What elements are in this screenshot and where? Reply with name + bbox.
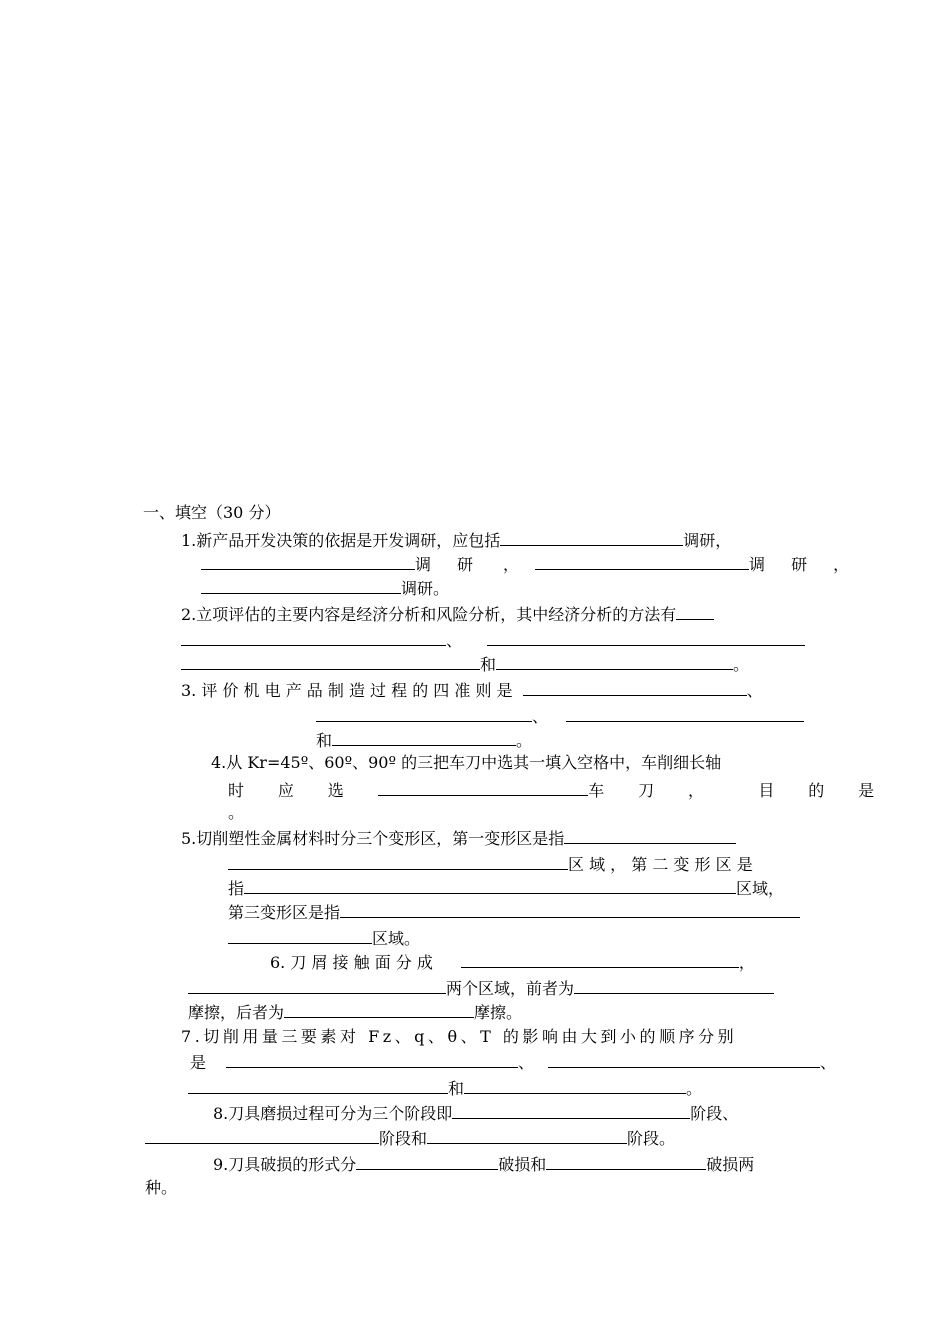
q1-blank-2[interactable] <box>201 552 415 570</box>
section-title: 一、填空（30 分） <box>143 503 281 522</box>
q7-blank-2[interactable] <box>548 1050 820 1068</box>
q2-text: 2.立项评估的主要内容是经济分析和风险分析，其中经济分析的方法有 <box>181 605 677 624</box>
q1-end: 调研。 <box>401 579 450 598</box>
q3-line3 <box>316 728 532 752</box>
q5-blank-1a[interactable] <box>564 826 736 844</box>
q6-text: 6. 刀 屑 接 触 面 分 成 <box>270 953 433 972</box>
q6-line2 <box>188 976 774 1000</box>
q9-line2: 种。 <box>145 1178 178 1197</box>
q8-line2-mid: 阶段和 <box>379 1129 428 1148</box>
q2-end: 。 <box>733 655 750 674</box>
q7-line3 <box>188 1076 702 1100</box>
q1-suffix: 调研， <box>683 531 732 550</box>
q5-line3-prefix: 指 <box>228 879 245 898</box>
q6-blank-3[interactable] <box>284 1000 474 1018</box>
q6-line3-end: 摩擦。 <box>474 1003 523 1022</box>
q5-text: 5.切削塑性金属材料时分三个变形区，第一变形区是指 <box>181 829 565 848</box>
q7-blank-4[interactable] <box>464 1076 686 1094</box>
q5-blank-1b[interactable] <box>228 852 568 870</box>
q4-mid: 车 刀 ， <box>588 781 719 800</box>
q4-blank-1[interactable] <box>378 778 588 796</box>
q2-he: 和 <box>480 655 497 674</box>
q8-line1-end: 阶段、 <box>690 1104 739 1123</box>
q5-line5-end: 区域。 <box>372 929 421 948</box>
q7-prefix: 是 <box>190 1053 207 1072</box>
q1-comma: ， <box>503 555 520 574</box>
q8-line1 <box>213 1101 738 1125</box>
q2-line2 <box>181 628 805 652</box>
q6-blank-1a[interactable] <box>461 950 739 968</box>
q5-line4 <box>228 900 800 924</box>
q9-mid: 破损和 <box>498 1155 547 1174</box>
q3-text: 3. 评 价 机 电 产 品 制 造 过 程 的 四 准 则 是 <box>181 681 513 700</box>
q4-line3: 。 <box>228 803 245 822</box>
q1-comma-2: ， <box>833 555 850 574</box>
q2-line3 <box>181 652 749 676</box>
q3-dun-2: 、 <box>532 707 549 726</box>
q6-blank-2[interactable] <box>574 976 774 994</box>
q2-dun: 、 <box>446 631 463 650</box>
q4-prefix: 时 应 选 <box>228 781 359 800</box>
q5-line2 <box>228 852 753 876</box>
q2-blank-1b[interactable] <box>181 628 446 646</box>
q1-blank-3[interactable] <box>535 552 749 570</box>
q9-blank-2[interactable] <box>546 1152 706 1170</box>
q1-blank-1[interactable] <box>500 528 683 546</box>
q6-line3 <box>188 1000 522 1024</box>
q6-line3-prefix: 摩擦，后者为 <box>188 1003 285 1022</box>
q8-blank-1[interactable] <box>452 1101 690 1119</box>
q3-line2 <box>316 704 804 728</box>
q1-text: 1.新产品开发决策的依据是开发调研，应包括 <box>181 531 501 550</box>
q7-he: 和 <box>448 1079 465 1098</box>
q5-line2-end: 区 域 ， 第 二 变 形 区 是 <box>568 855 753 874</box>
q3-line1 <box>181 678 763 702</box>
q5-line4-prefix: 第三变形区是指 <box>228 903 341 922</box>
q5-blank-3a[interactable] <box>340 900 800 918</box>
q9-end: 破损两 <box>706 1155 755 1174</box>
q2-blank-2[interactable] <box>487 628 805 646</box>
q1-diao: 调 <box>415 555 432 574</box>
q8-blank-3[interactable] <box>427 1126 627 1144</box>
q2-blank-1a[interactable] <box>676 602 714 620</box>
q9-blank-1[interactable] <box>356 1152 498 1170</box>
q5-line3-end: 区域， <box>736 879 785 898</box>
q8-line2 <box>145 1126 675 1150</box>
q3-blank-4[interactable] <box>332 728 516 746</box>
q6-line2-mid: 两个区域，前者为 <box>446 979 575 998</box>
q7-dun-2: 、 <box>820 1053 837 1072</box>
q4-line2 <box>228 778 889 802</box>
q4-end: 目 的 是 <box>758 781 889 800</box>
q5-line3 <box>228 876 784 900</box>
q5-blank-2[interactable] <box>244 876 736 894</box>
q5-blank-3b[interactable] <box>228 926 372 944</box>
q6-comma: ， <box>738 953 755 972</box>
q7-dun: 、 <box>518 1053 535 1072</box>
q3-he: 和 <box>316 731 333 750</box>
q1-line3 <box>201 576 449 600</box>
q7-blank-1[interactable] <box>226 1050 518 1068</box>
q1-yan: 研 <box>457 555 474 574</box>
q2-blank-4[interactable] <box>496 652 733 670</box>
q1-yan-2: 研 <box>791 555 808 574</box>
q2-blank-3[interactable] <box>181 652 480 670</box>
q1-line1 <box>181 528 731 552</box>
q3-blank-2[interactable] <box>316 704 532 722</box>
q7-line2 <box>190 1050 836 1074</box>
q7-line1: 7.切削用量三要素对 Fz、q、θ、T 的影响由大到小的顺序分别 <box>181 1027 738 1046</box>
q8-blank-2[interactable] <box>145 1126 379 1144</box>
q8-line2-end: 阶段。 <box>627 1129 676 1148</box>
q1-line2 <box>201 552 849 576</box>
q2-line1 <box>181 602 714 626</box>
q8-text: 8.刀具磨损过程可分为三个阶段即 <box>213 1104 453 1123</box>
q3-blank-1[interactable] <box>523 678 747 696</box>
q1-diao-2: 调 <box>749 555 766 574</box>
q7-end: 。 <box>686 1079 703 1098</box>
q9-line1 <box>213 1152 754 1176</box>
q3-blank-3[interactable] <box>566 704 804 722</box>
q1-blank-4[interactable] <box>201 576 401 594</box>
q5-line1 <box>181 826 736 850</box>
q6-line1 <box>270 950 755 974</box>
q9-text: 9.刀具破损的形式分 <box>213 1155 357 1174</box>
q6-blank-1b[interactable] <box>188 976 446 994</box>
q3-dun: 、 <box>746 681 763 700</box>
q5-line5 <box>228 926 420 950</box>
q3-end: 。 <box>516 731 533 750</box>
q7-blank-3[interactable] <box>188 1076 448 1094</box>
q4-line1: 4.从 Kr=45º、60º、90º 的三把车刀中选其一填入空格中，车削细长轴 <box>211 753 722 772</box>
